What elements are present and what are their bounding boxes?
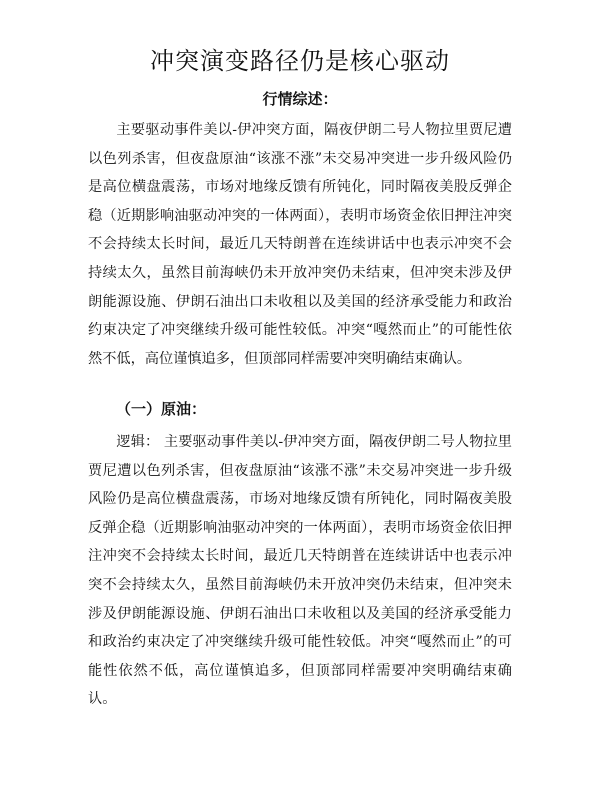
crude-oil-paragraph: 逻辑： 主要驱动事件美以-伊冲突方面，隔夜伊朗二号人物拉里贾尼遭以色列杀害，但夜盘原油“该涨不涨”未交易冲突进一步升级风险仍是高位横盘震荡，市场对地缘反馈有所钝化，同时隔夜美股反弹企稳（近期影响油驱动冲突的一体两面），表明市场资金依旧押注冲突不会持续太长时间，最近几天特朗普在连续讲话中也表示冲突不会持续太久，虽然目前海峡仍未开放冲突仍未结束，但冲突未涉及伊朗能源设施、伊朗石油出口未收租以及美国的经济承受能力和政治约束决定了冲突继续升级可能性较低。冲突“嘎然而止”的可能性依然不低，高位谨慎追多，但顶部同样需要冲突明确结束确认。 bbox=[88, 434, 512, 708]
document-title: 冲突演变路径仍是核心驱动 bbox=[150, 47, 450, 75]
market-summary-paragraph: 主要驱动事件美以-伊冲突方面，隔夜伊朗二号人物拉里贾尼遭以色列杀害，但夜盘原油“该涨不涨”未交易冲突进一步升级风险仍是高位横盘震荡，市场对地缘反馈有所钝化，同时隔夜美股反弹企稳（近期影响油驱动冲突的一体两面），表明市场资金依旧押注冲突不会持续太长时间，最近几天特朗普在连续讲话中也表示冲突不会持续太久，虽然目前海峡仍未开放冲突仍未结束，但冲突未涉及伊朗能源设施、伊朗石油出口未收租以及美国的经济承受能力和政治约束决定了冲突继续升级可能性较低。冲突“嘎然而止”的可能性依然不低，高位谨慎追多，但顶部同样需要冲突明确结束确认。 bbox=[88, 122, 512, 367]
crude-oil-heading: （一）原油： bbox=[116, 400, 207, 418]
market-summary-heading: 行情综述： bbox=[262, 90, 338, 108]
